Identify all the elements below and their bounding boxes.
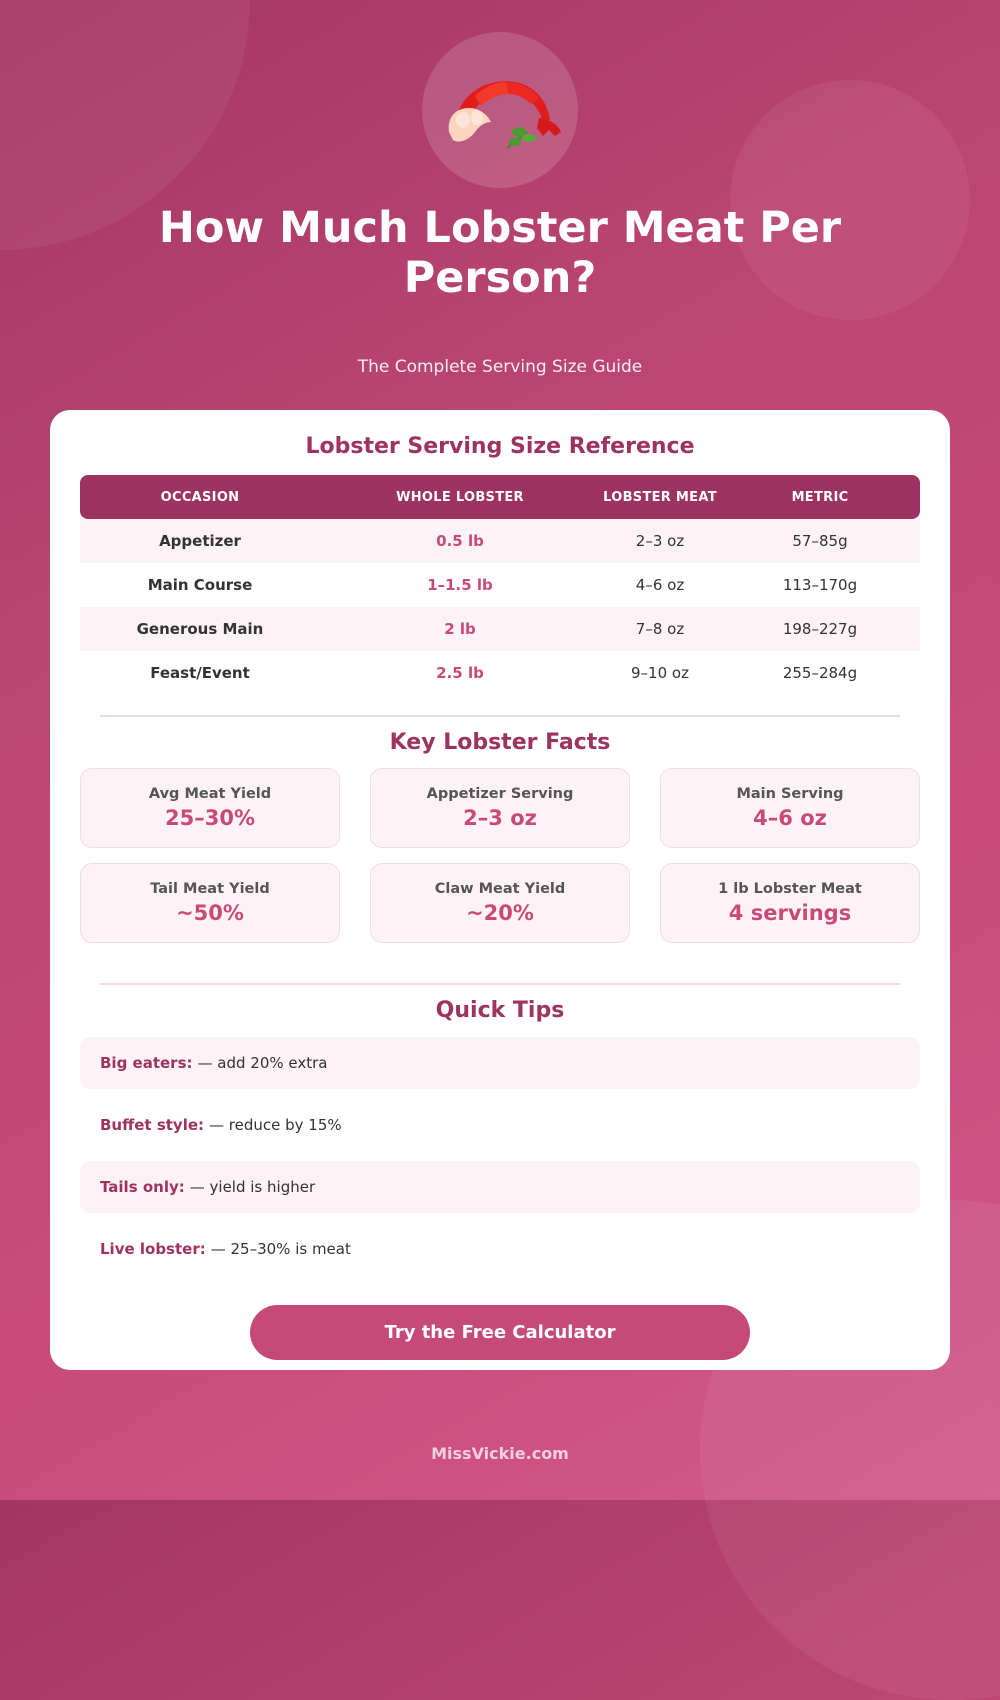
facts-title: Key Lobster Facts xyxy=(389,730,611,755)
fact-label: Avg Meat Yield xyxy=(148,786,272,802)
cell-lobster-meat: 7–8 oz xyxy=(635,620,685,638)
column-header-lobster-meat: LOBSTER MEAT xyxy=(603,489,717,505)
column-header-occasion: OCCASION xyxy=(160,489,240,505)
tip-key: Tails only: xyxy=(100,1178,185,1196)
tip-text: — reduce by 15% xyxy=(209,1116,342,1134)
cell-whole-lobster: 2 lb xyxy=(444,620,476,638)
fact-card xyxy=(80,768,340,848)
fact-value: 2–3 oz xyxy=(463,806,537,830)
content-card xyxy=(50,410,950,1370)
cell-lobster-meat: 2–3 oz xyxy=(635,532,685,550)
cell-occasion: Feast/Event xyxy=(150,664,250,682)
table-row xyxy=(80,651,920,695)
section-divider xyxy=(100,715,900,717)
tip-text: — 25–30% is meat xyxy=(210,1240,351,1258)
cell-lobster-meat: 4–6 oz xyxy=(635,576,685,594)
calculator-cta-button[interactable]: Try the Free Calculator xyxy=(250,1305,750,1360)
section-divider xyxy=(100,983,900,985)
tip-text: — yield is higher xyxy=(189,1178,316,1196)
tip-key: Live lobster: xyxy=(100,1240,206,1258)
fact-label: Claw Meat Yield xyxy=(434,881,566,897)
tip-item xyxy=(80,1223,920,1275)
table-row xyxy=(80,607,920,651)
lobster-tail-icon xyxy=(422,32,578,188)
serving-size-table xyxy=(80,475,920,695)
fact-label: Appetizer Serving xyxy=(426,786,574,802)
tips-title: Quick Tips xyxy=(435,998,565,1023)
tip-key: Big eaters: xyxy=(100,1054,193,1072)
fact-value: 25–30% xyxy=(165,806,255,830)
tip-text: — add 20% extra xyxy=(197,1054,328,1072)
cell-occasion: Generous Main xyxy=(136,620,264,638)
table-row xyxy=(80,563,920,607)
footer-brand: MissVickie.com xyxy=(431,1444,569,1463)
column-header-metric: METRIC xyxy=(791,489,849,505)
fact-value: ~20% xyxy=(466,901,534,925)
fact-value: 4 servings xyxy=(728,901,852,925)
cell-metric: 255–284g xyxy=(782,664,858,682)
table-header xyxy=(80,475,920,519)
cell-whole-lobster: 2.5 lb xyxy=(436,664,484,682)
tip-item xyxy=(80,1037,920,1089)
fact-card xyxy=(660,863,920,943)
tip-key: Buffet style: xyxy=(100,1116,205,1134)
cell-lobster-meat: 9–10 oz xyxy=(631,664,689,682)
cell-whole-lobster: 0.5 lb xyxy=(436,532,484,550)
fact-card xyxy=(80,863,340,943)
column-header-whole-lobster: WHOLE LOBSTER xyxy=(396,489,524,505)
tip-item xyxy=(80,1099,920,1151)
fact-value: 4–6 oz xyxy=(753,806,827,830)
table-row xyxy=(80,519,920,563)
facts-grid xyxy=(80,768,920,943)
cell-occasion: Appetizer xyxy=(159,532,241,550)
tips-list xyxy=(80,1037,920,1285)
fact-label: Tail Meat Yield xyxy=(150,881,270,897)
page-subtitle: The Complete Serving Size Guide xyxy=(357,357,643,377)
tip-item xyxy=(80,1161,920,1213)
cell-metric: 57–85g xyxy=(792,532,848,550)
page-title: How Much Lobster Meat Per Person? xyxy=(158,203,842,303)
fact-value: ~50% xyxy=(176,901,244,925)
serving-table-title: Lobster Serving Size Reference xyxy=(305,434,695,459)
fact-label: Main Serving xyxy=(736,786,844,802)
cell-occasion: Main Course xyxy=(147,576,253,594)
cell-whole-lobster: 1–1.5 lb xyxy=(427,576,493,594)
fact-label: 1 lb Lobster Meat xyxy=(718,881,862,897)
fact-card xyxy=(660,768,920,848)
fact-card xyxy=(370,768,630,848)
cell-metric: 113–170g xyxy=(782,576,858,594)
fact-card xyxy=(370,863,630,943)
cell-metric: 198–227g xyxy=(782,620,858,638)
